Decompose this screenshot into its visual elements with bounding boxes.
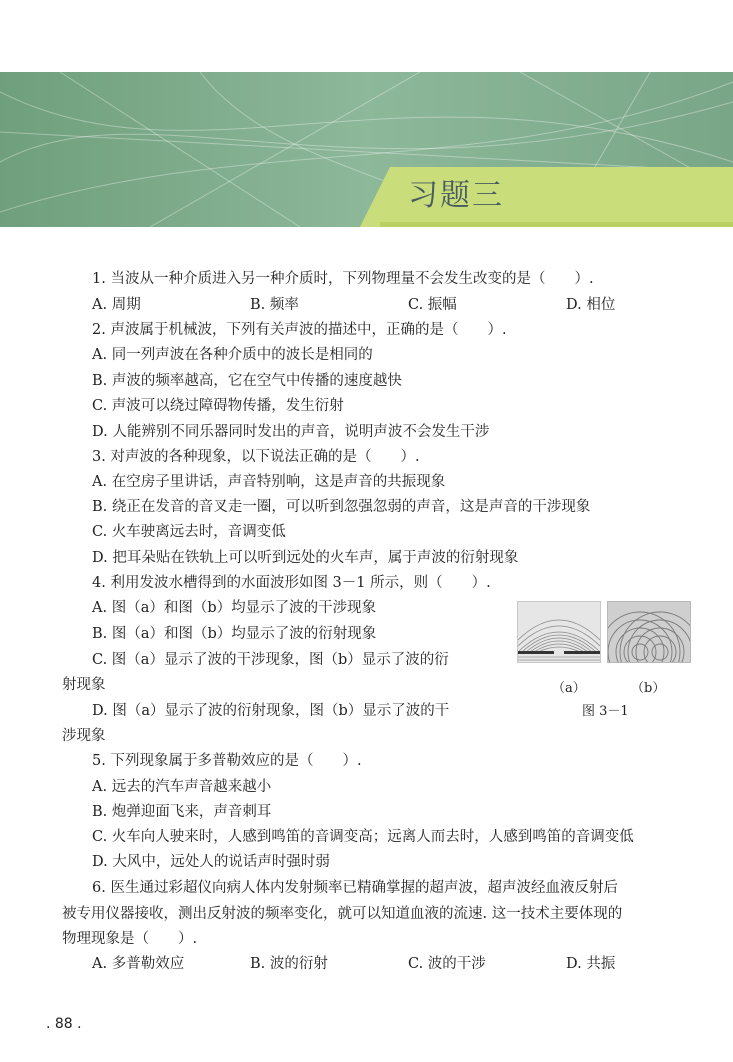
question-3-option-b: B. 绕正在发音的音叉走一圈，可以听到忽强忽弱的声音，这是声音的干涉现象 bbox=[92, 499, 591, 515]
chapter-title: 习题三 bbox=[408, 178, 504, 213]
question-3-option-d: D. 把耳朵贴在铁轨上可以听到远处的火车声，属于声波的衍射现象 bbox=[92, 550, 519, 566]
question-4-option-c-cont: 射现象 bbox=[62, 677, 106, 693]
question-3-stem: 3. 对声波的各种现象，以下说法正确的是（ ）. bbox=[92, 449, 420, 465]
question-5-option-a: A. 远去的汽车声音越来越小 bbox=[92, 779, 272, 795]
question-3-option-c: C. 火车驶离远去时，音调变低 bbox=[92, 524, 286, 540]
figure-label-a: （a） bbox=[552, 681, 586, 696]
figure-3-1 bbox=[516, 601, 691, 719]
figure-label-b: （b） bbox=[631, 681, 666, 696]
banner-graphic bbox=[0, 72, 733, 227]
question-5-stem: 5. 下列现象属于多普勒效应的是（ ）. bbox=[92, 753, 362, 769]
question-1-option-b: B. 频率 bbox=[250, 297, 299, 313]
question-4-stem: 4. 利用发波水槽得到的水面波形如图 3－1 所示，则（ ）. bbox=[92, 575, 491, 591]
question-6-option-a: A. 多普勒效应 bbox=[92, 956, 185, 972]
question-6-stem-line-2: 被专用仪器接收，测出反射波的频率变化，就可以知道血液的流速. 这一技术主要体现的 bbox=[62, 906, 623, 922]
question-2-option-d: D. 人能辨别不同乐器同时发出的声音，说明声波不会发生干涉 bbox=[92, 424, 490, 440]
question-6-option-b: B. 波的衍射 bbox=[250, 956, 328, 972]
question-4-option-b: B. 图（a）和图（b）均显示了波的衍射现象 bbox=[92, 626, 377, 642]
question-2-stem: 2. 声波属于机械波，下列有关声波的描述中，正确的是（ ）. bbox=[92, 322, 507, 338]
question-2-option-b: B. 声波的频率越高，它在空气中传播的速度越快 bbox=[92, 373, 402, 389]
question-2-option-c: C. 声波可以绕过障碍物传播，发生衍射 bbox=[92, 398, 344, 414]
question-6-option-c: C. 波的干涉 bbox=[408, 956, 486, 972]
page-number: . 88 . bbox=[46, 1016, 82, 1032]
wave-diffraction-image-a bbox=[517, 601, 601, 663]
question-4-option-c: C. 图（a）显示了波的干涉现象，图（b）显示了波的衍 bbox=[92, 652, 449, 668]
wave-interference-image-b bbox=[607, 601, 691, 663]
question-1-stem: 1. 当波从一种介质进入另一种介质时，下列物理量不会发生改变的是（ ）. bbox=[92, 271, 594, 287]
question-6-stem-line-3: 物理现象是（ ）. bbox=[62, 931, 198, 947]
question-1-option-a: A. 周期 bbox=[92, 297, 141, 313]
question-2-option-a: A. 同一列声波在各种介质中的波长是相同的 bbox=[92, 347, 373, 363]
question-3-option-a: A. 在空房子里讲话，声音特别响，这是声音的共振现象 bbox=[92, 474, 446, 490]
question-5-option-d: D. 大风中，远处人的说话声时强时弱 bbox=[92, 854, 330, 870]
question-6-stem-line-1: 6. 医生通过彩超仪向病人体内发射频率已精确掌握的超声波，超声波经血液反射后 bbox=[92, 880, 618, 896]
question-4-option-a: A. 图（a）和图（b）均显示了波的干涉现象 bbox=[92, 600, 377, 616]
question-1-option-c: C. 振幅 bbox=[408, 297, 457, 313]
chapter-banner bbox=[0, 72, 733, 227]
question-1-option-d: D. 相位 bbox=[566, 297, 616, 313]
question-4-option-d: D. 图（a）显示了波的衍射现象，图（b）显示了波的干 bbox=[92, 703, 450, 719]
figure-caption: 图 3－1 bbox=[582, 704, 629, 719]
question-5-option-c: C. 火车向人驶来时，人感到鸣笛的音调变高；远离人而去时，人感到鸣笛的音调变低 bbox=[92, 829, 634, 845]
question-6-option-d: D. 共振 bbox=[566, 956, 616, 972]
question-4-option-d-cont: 涉现象 bbox=[62, 728, 106, 744]
question-5-option-b: B. 炮弹迎面飞来，声音刺耳 bbox=[92, 804, 272, 820]
